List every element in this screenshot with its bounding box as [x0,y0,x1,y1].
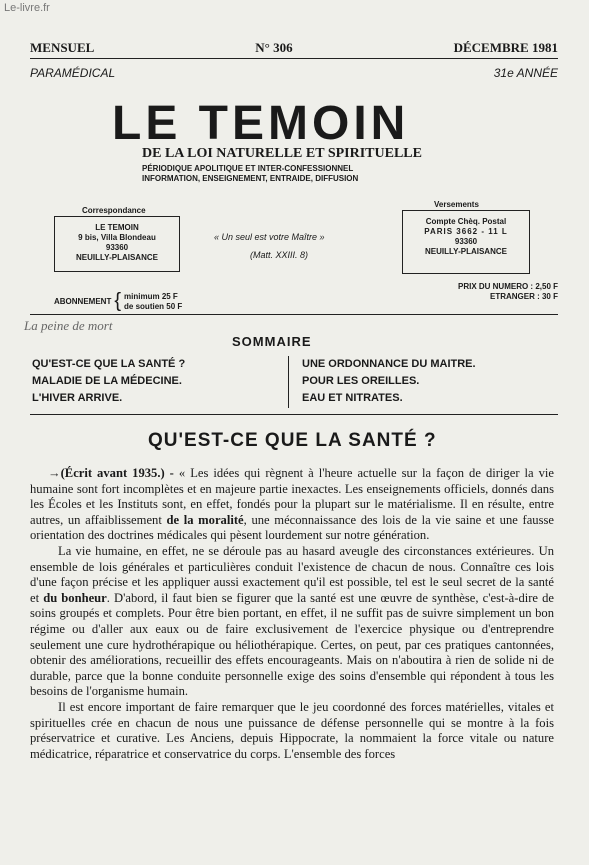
masthead-quote: « Un seul est votre Maître » [214,232,325,242]
versements-line-4: NEUILLY-PLAISANCE [425,247,507,256]
article-paragraph: Il est encore important de faire remarquer que le jeu coordonné des forces matérielles, vitales et spirituelles crée en chacun de nous une puissance de défense personnelle qui se montre à la fois préservatrice et curative. Les Anciens, depuis Hippocrate, la nommaient la force vitale ou nature médicatrice, réparatrice et conservatrice du corps. L'ensemble des forces [30,699,554,761]
header-bar [30,40,558,56]
brace-icon: { [114,290,122,312]
masthead-tagline [142,164,358,184]
paramedical-label: PARAMÉDICAL [30,66,116,80]
issue-date: DÉCEMBRE 1981 [453,40,558,55]
header-rule [30,58,558,59]
masthead-quote-ref: (Matt. XXIII. 8) [250,250,309,260]
tagline-line-1: PÉRIODIQUE APOLITIQUE ET INTER-CONFESSIONNEL [142,164,354,173]
sommaire-left-column [32,356,185,407]
abonnement-line-2: de soutien 50 F [124,301,183,311]
versements-line-1: Compte Chèq. Postal [425,217,507,226]
year-label: 31e ANNÉE [493,66,558,80]
versements-line-3: 93360 [454,237,478,246]
correspondance-line-4: NEUILLY-PLAISANCE [76,253,158,262]
prix [458,282,558,302]
newspaper-page [22,34,570,865]
sommaire-separator [288,356,289,408]
prix-line-1: PRIX DU NUMERO : 2,50 F [457,282,558,291]
article-heading: QU'EST-CE QUE LA SANTÉ ? [148,430,437,451]
versements-box [402,210,530,274]
sommaire-item: QU'EST-CE QUE LA SANTÉ ? [32,358,186,370]
abonnement-label: ABONNEMENT [54,297,112,306]
sommaire-item: L'HIVER ARRIVE. [32,392,123,404]
abonnement [54,290,182,313]
article-lead: (Écrit avant 1935.) - [60,466,174,480]
masthead-title: LE TEMOIN [112,97,410,150]
sommaire-item: UNE ORDONNANCE DU MAITRE. [302,358,476,370]
sommaire-top-rule [30,314,558,315]
article-paragraph: La vie humaine, en effet, ne se déroule pas au hasard aveugle des circonstances extérieures. Un ensemble de lois générales et particulières conduit l'existence de chacun de nous. Connaître ces lois d'une façon précise et les appliquer aussi exactement qu'il est possible, tel est le seul secret de la santé et du bonheur. D'abord, il faut bien se figurer que la santé est une œuvre de synthèse, c'est-à-dire de soins groupés et complets. Pour être bien portant, en effet, il ne suffit pas de suivre simplement un bon régime ou d'aller aux eaux ou de faire exclusivement de l'exercice physique ou d'entreprendre seulement une cure hydrothérapique ou héliothérapique. Certes, on peut, par ces pratiques cantonnées, obtenir des améliorations, recueillir des effets encourageants. Mais on n'aboutira à rien de solide ni de durable, parce que la bonne conduite personnelle exige des soins d'ensemble qui répondent à tous les besoins de l'organisme humain. [30,543,554,699]
article-paragraph: →(Écrit avant 1935.) - « Les idées qui règnent à l'heure actuelle sur la façon de diriger la vie humaine sont fort incomplètes et en majeure partie inexactes. Les enseignements officiels, donnés dans les Écoles et les Instituts sont, en effet, fondés pour la plupart sur le matérialisme. Il en résulte, entre autres, un affaiblissement de la moralité, une méconnaissance des lois de la vie saine et une fausse orientation des doctrines médicales qui pèsent lourdement sur notre génération. [30,466,554,543]
sub-header-bar [30,66,558,80]
sommaire-item: MALADIE DE LA MÉDECINE. [32,375,182,387]
correspondance-line-3: 93360 [105,243,129,252]
watermark: Le-livre.fr [4,2,50,14]
mensuel-label: MENSUEL [30,40,95,55]
issue-number: N° 306 [255,40,293,55]
sommaire-item: POUR LES OREILLES. [302,375,420,387]
correspondance-line-1: LE TEMOIN [95,223,139,232]
versements-label: Versements [434,200,479,209]
correspondance-box [54,216,180,272]
sommaire-bottom-rule [30,414,558,415]
versements-line-2: PARIS 3662 - 11 L [424,227,508,236]
prix-line-2: ETRANGER : 30 F [489,292,558,301]
article-body [30,466,554,762]
correspondance-line-2: 9 bis, Villa Blondeau [78,233,156,242]
handwritten-note: La peine de mort [24,318,113,333]
correspondance-label: Correspondance [82,206,146,215]
arrow-icon: → [48,466,61,480]
sommaire-title: SOMMAIRE [232,334,312,349]
sommaire-item: EAU ET NITRATES. [302,392,403,404]
sommaire-right-column [302,356,476,407]
abonnement-line-1: minimum 25 F [124,291,178,301]
tagline-line-2: INFORMATION, ENSEIGNEMENT, ENTRAIDE, DIFFUSION [142,174,359,183]
masthead-subtitle: DE LA LOI NATURELLE ET SPIRITUELLE [142,146,422,161]
